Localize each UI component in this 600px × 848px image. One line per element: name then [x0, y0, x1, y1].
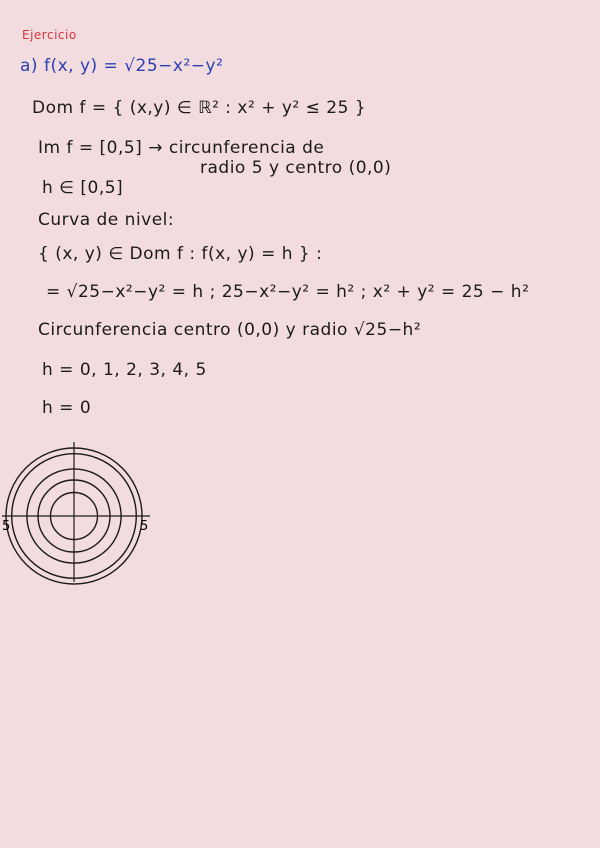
h-zero: h = 0	[42, 398, 92, 418]
circumference-description: Circunferencia centro (0,0) y radio √25−h²	[38, 320, 422, 340]
image-definition-cont: radio 5 y centro (0,0)	[200, 158, 392, 178]
h-values: h = 0, 1, 2, 3, 4, 5	[42, 360, 207, 380]
exercise-title: Ejercicio	[22, 28, 77, 42]
image-definition: Im f = [0,5] → circunferencia de	[38, 138, 325, 158]
part-a-function: a) f(x, y) = √25−x²−y²	[20, 56, 224, 76]
level-set-definition: { (x, y) ∈ Dom f : f(x, y) = h } :	[38, 244, 323, 264]
h-range: h ∈ [0,5]	[42, 178, 124, 198]
domain-definition: Dom f = { (x,y) ∈ ℝ² : x² + y² ≤ 25 }	[32, 98, 367, 118]
level-curve-heading: Curva de nivel:	[38, 210, 175, 230]
level-equation: = √25−x²−y² = h ; 25−x²−y² = h² ; x² + y² = 25 − h²	[46, 282, 530, 302]
left-axis-label: 5	[2, 519, 11, 534]
right-axis-label: 5	[140, 519, 149, 534]
level-curves-sketch	[0, 436, 160, 586]
